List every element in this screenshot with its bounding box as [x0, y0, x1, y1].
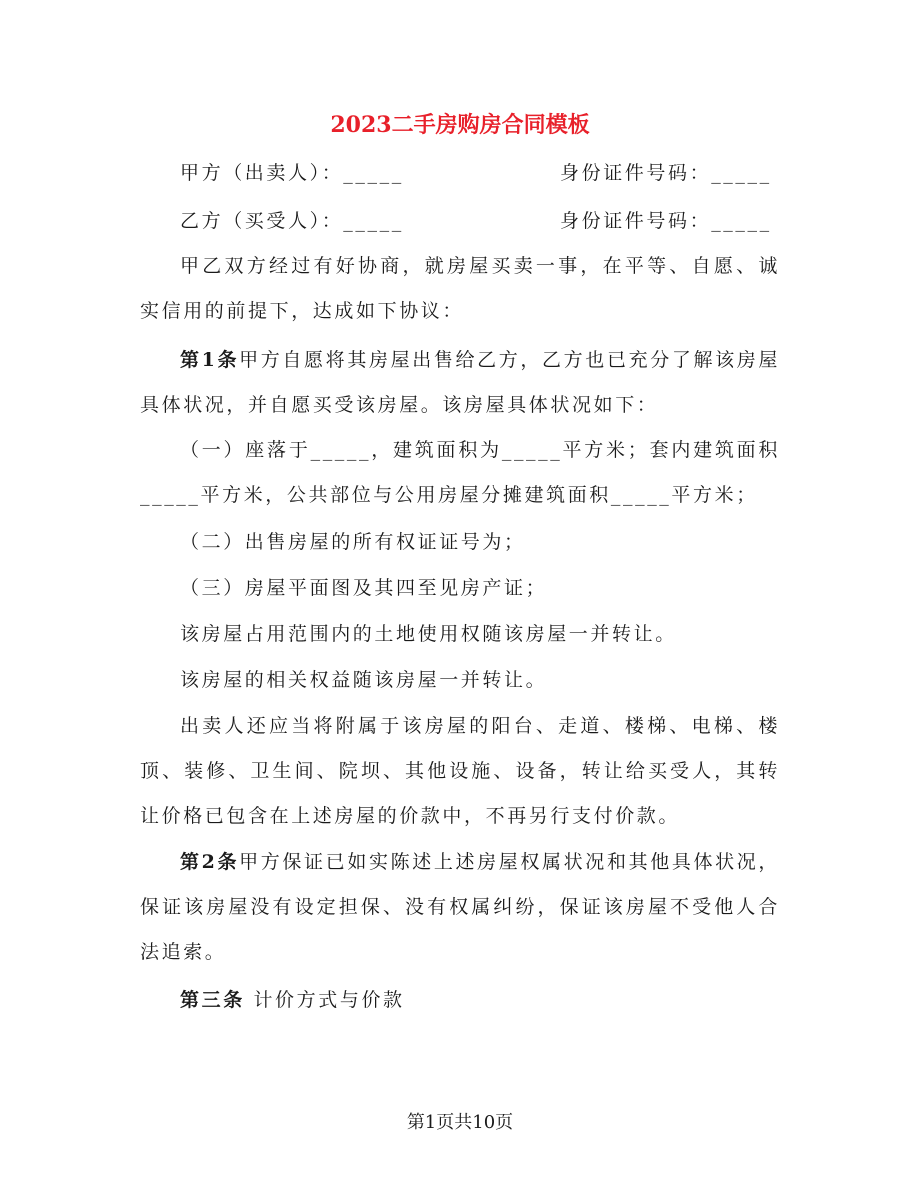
attachments-paragraph: 出卖人还应当将附属于该房屋的阳台、走道、楼梯、电梯、楼顶、装修、卫生间、院坝、其他设施、设备，转让给买受人，其转让价格已包含在上述房屋的价款中，不再另行支付价款。: [140, 715, 780, 827]
article-3-heading: 第三条: [180, 989, 245, 1011]
item-1: （一）座落于_____，建筑面积为_____平方米；套内建筑面积_____平方米，公共部位与公用房屋分摊建筑面积_____平方米；: [140, 439, 780, 506]
intro-paragraph: 甲乙双方经过有好协商，就房屋买卖一事，在平等、自愿、诚实信用的前提下，达成如下协议：: [140, 255, 780, 322]
article-3-body: 计价方式与价款: [244, 989, 405, 1011]
article-1-body: 甲方自愿将其房屋出售给乙方，乙方也已充分了解该房屋具体状况，并自愿买受该房屋。该房屋具体状况如下：: [140, 349, 780, 416]
party-a-id: 身份证件号码：_____: [560, 162, 772, 184]
article-2: [140, 840, 780, 975]
article-2-body: 甲方保证已如实陈述上述房屋权属状况和其他具体状况，保证该房屋没有设定担保、没有权属纠纷，保证该房屋不受他人合法追索。: [140, 851, 780, 963]
party-b-label: 乙方（买受人）：_____: [180, 210, 404, 232]
item-2: （二）出售房屋的所有权证证号为；: [180, 531, 526, 553]
article-1-heading: 第1条: [180, 349, 240, 371]
article-3: [140, 978, 780, 1023]
rights-paragraph: 该房屋的相关权益随该房屋一并转让。: [180, 669, 548, 691]
article-1: [140, 338, 780, 428]
party-a-label: 甲方（出卖人）：_____: [180, 162, 404, 184]
land-use-paragraph: 该房屋占用范围内的土地使用权随该房屋一并转让。: [180, 623, 677, 645]
item-3: （三）房屋平面图及其四至见房产证；: [180, 577, 548, 599]
article-2-heading: 第2条: [180, 851, 240, 873]
page-number: 第1页共10页: [406, 1112, 514, 1133]
document-title: 2023二手房购房合同模板: [330, 112, 590, 138]
party-b-id: 身份证件号码：_____: [560, 210, 772, 232]
